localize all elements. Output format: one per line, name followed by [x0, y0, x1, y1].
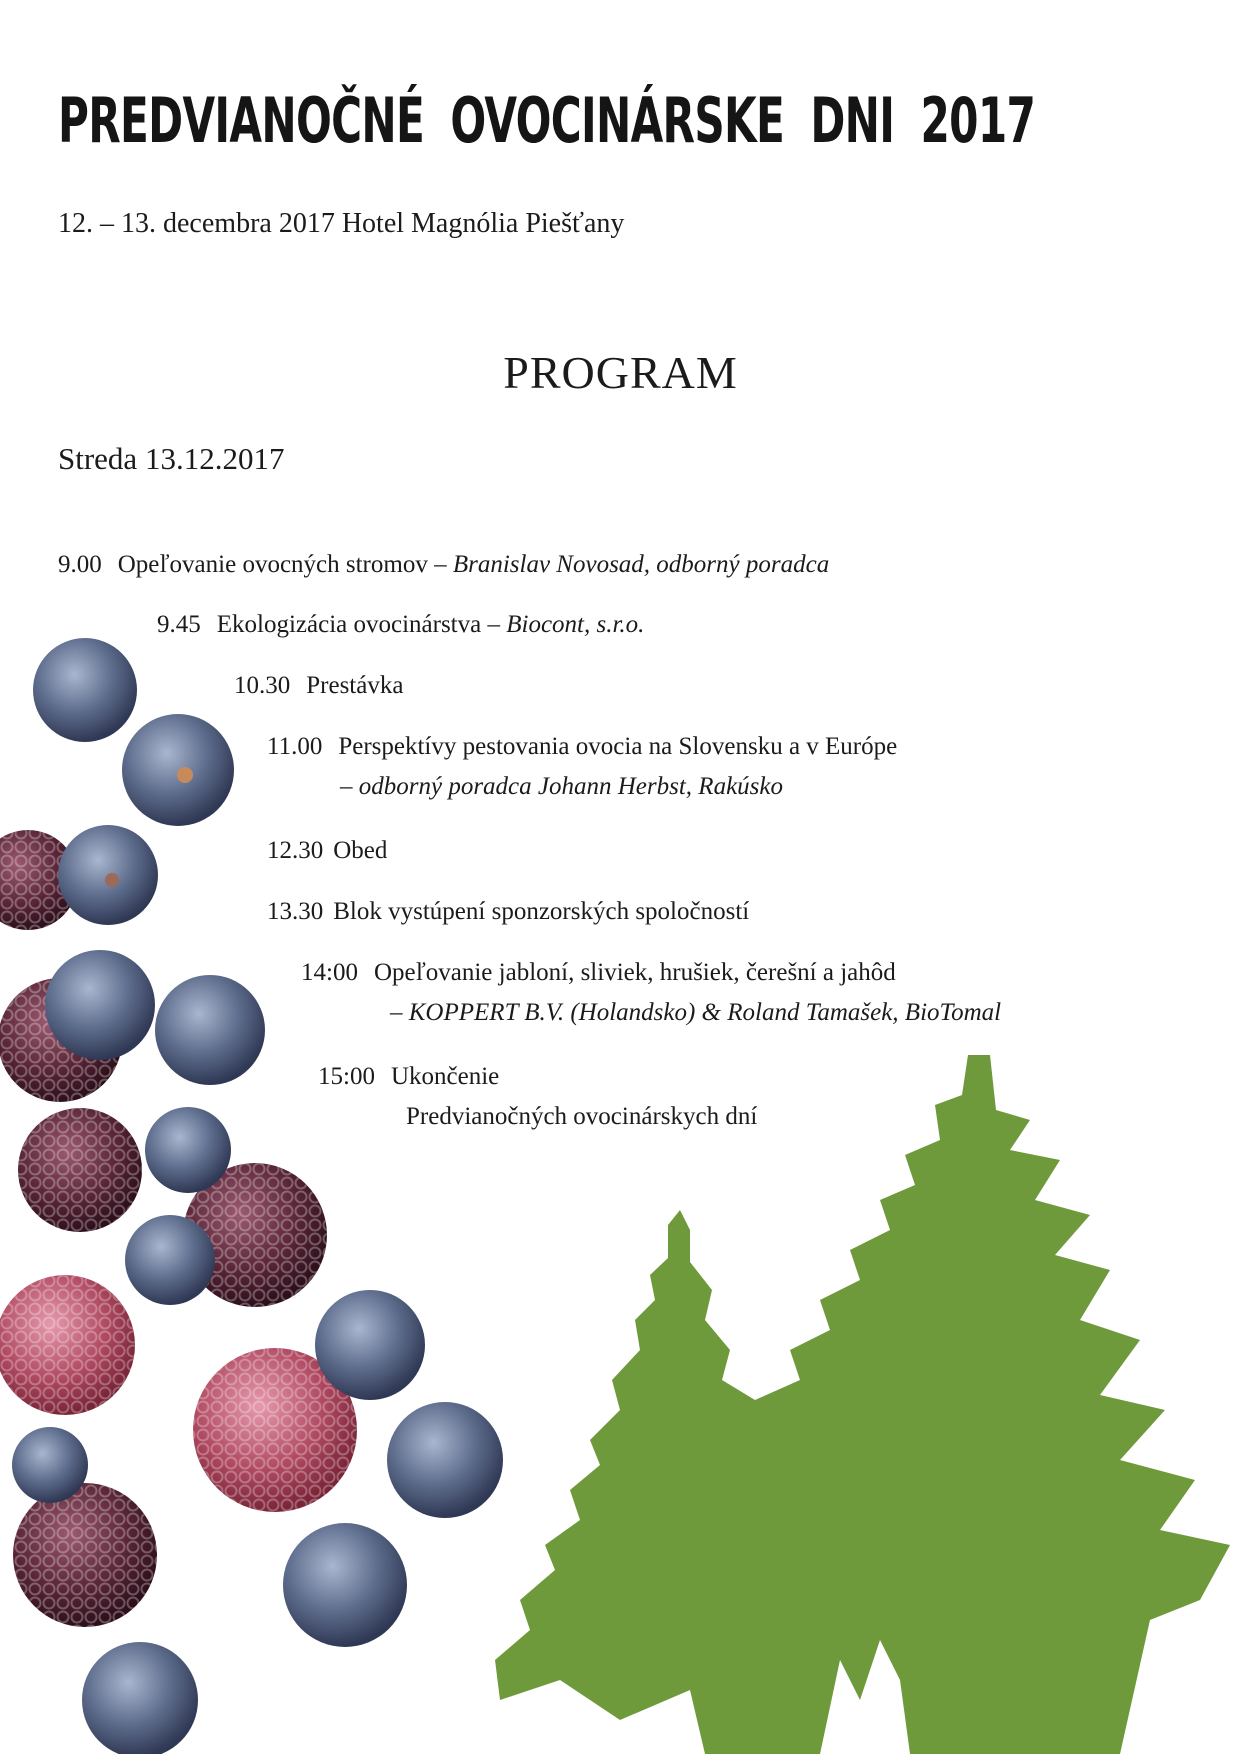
- item-title: Obed: [333, 837, 388, 864]
- program-item: [301, 956, 896, 990]
- item-title-continued: Predvianočných ovocinárskych dní: [406, 1103, 758, 1130]
- item-title: Perspektívy pestovania ovocia na Slovensku a v Európe: [338, 733, 898, 760]
- program-item-second-line: [406, 1100, 757, 1134]
- item-title: Prestávka: [306, 672, 404, 699]
- berries-image: [0, 638, 503, 1754]
- item-title: Ekologizácia ovocinárstva: [216, 611, 488, 638]
- document-title: PREDVIANOČNÉ OVOCINÁRSKE DNI 2017: [58, 84, 1036, 157]
- item-time: 13.30: [267, 898, 324, 925]
- item-speaker: – Branislav Novosad, odborný poradca: [434, 551, 830, 578]
- program-item: [234, 669, 403, 703]
- item-speaker: – KOPPERT B.V. (Holandsko) & Roland Tamašek, BioTomal: [390, 999, 1002, 1026]
- pine-trees-image: [495, 1055, 1230, 1754]
- item-title: Blok vystúpení sponzorských spoločností: [333, 898, 750, 925]
- item-time: 9.45: [157, 611, 201, 638]
- item-time: 12.30: [267, 837, 324, 864]
- item-time: 14:00: [301, 959, 358, 986]
- item-time: 15:00: [318, 1063, 375, 1090]
- program-item: [58, 548, 829, 582]
- item-speaker: – Biocont, s.r.o.: [487, 611, 645, 638]
- item-time: 9.00: [58, 551, 102, 578]
- program-item-speaker-line: [340, 770, 783, 804]
- item-time: 10.30: [234, 672, 291, 699]
- item-title: Opeľovanie ovocných stromov: [117, 551, 435, 578]
- program-day: Streda 13.12.2017: [58, 441, 285, 476]
- program-item: [267, 730, 897, 764]
- program-item-speaker-line: [390, 996, 1001, 1030]
- program-item: [157, 608, 644, 642]
- program-item: [318, 1060, 499, 1094]
- item-title: Ukončenie: [390, 1063, 500, 1090]
- program-item: [267, 895, 749, 929]
- item-title: Opeľovanie jabloní, sliviek, hrušiek, čerešní a jahôd: [373, 959, 896, 986]
- program-heading: PROGRAM: [503, 347, 738, 398]
- item-speaker: – odborný poradca Johann Herbst, Rakúsko: [340, 773, 783, 800]
- item-time: 11.00: [267, 733, 323, 760]
- event-date-location: 12. – 13. decembra 2017 Hotel Magnólia Piešťany: [58, 208, 625, 239]
- program-item: [267, 834, 387, 868]
